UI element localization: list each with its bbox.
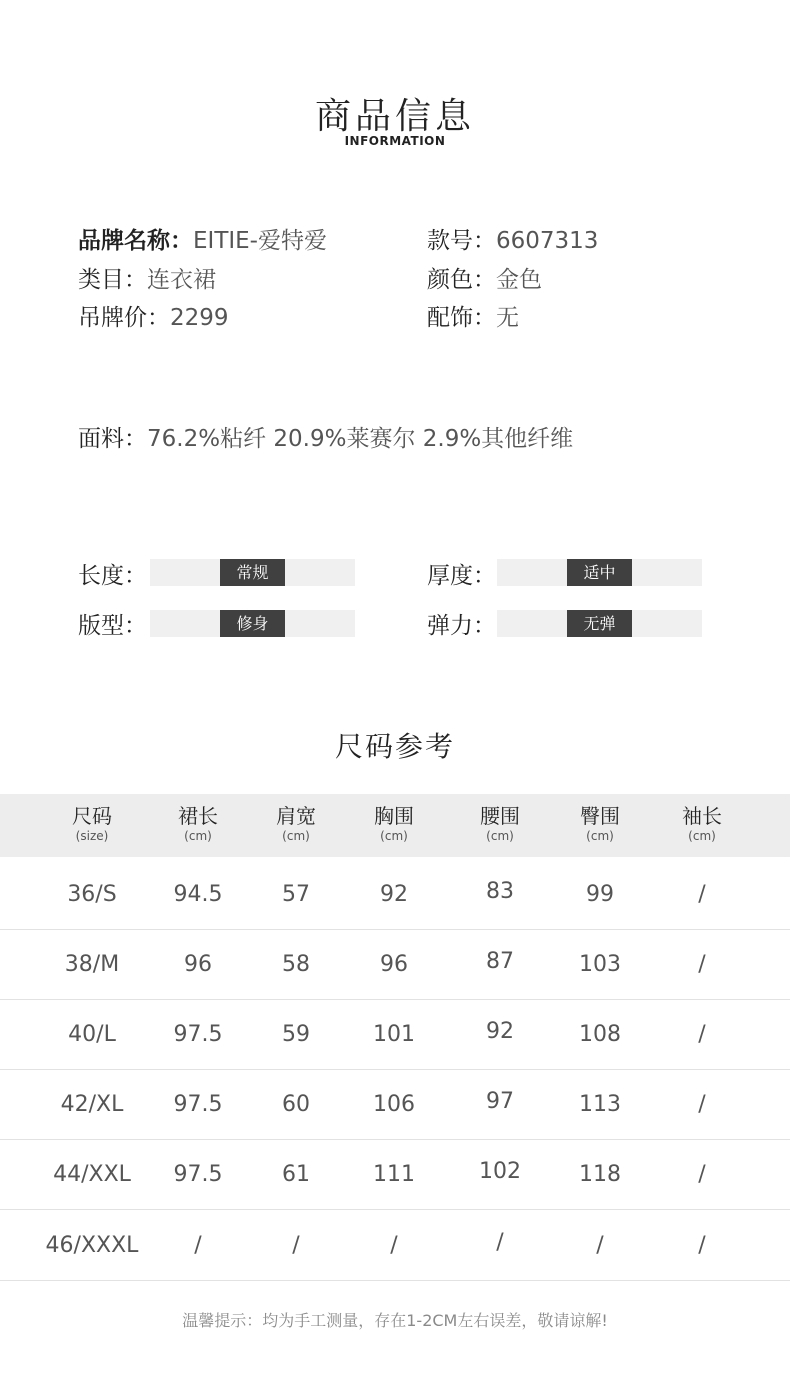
column-header-sleeve	[682, 804, 722, 844]
length-scale	[150, 559, 355, 586]
page-title: 商品信息	[314, 96, 475, 137]
size-cell: 46/XXXL	[45, 1233, 139, 1258]
column-header-bust	[374, 804, 414, 844]
table-cell: 59	[282, 1022, 310, 1047]
table-cell: 97.5	[173, 1162, 223, 1187]
column-name: 臀围	[580, 804, 620, 828]
table-cell: /	[698, 1162, 706, 1187]
elasticity-scale	[497, 610, 702, 637]
column-unit: (cm)	[184, 829, 212, 843]
table-cell: 83	[486, 879, 514, 904]
size-cell: 42/XL	[60, 1092, 124, 1117]
table-cell: /	[698, 882, 706, 907]
tag-price-label: 吊牌价：	[78, 305, 170, 331]
size-chart-title: 尺码参考	[334, 730, 455, 763]
table-cell: /	[698, 952, 706, 977]
table-cell: 101	[373, 1022, 415, 1047]
table-cell: 106	[373, 1092, 415, 1117]
column-name: 肩宽	[276, 804, 316, 828]
column-name: 尺码	[72, 804, 112, 828]
tag-price-info	[78, 299, 229, 332]
column-header-size	[72, 804, 112, 844]
table-cell: /	[596, 1233, 604, 1258]
table-cell: 87	[486, 949, 514, 974]
table-cell: 94.5	[173, 882, 223, 907]
table-row	[0, 1139, 790, 1210]
table-cell: 113	[579, 1092, 621, 1117]
category-value: 连衣裙	[147, 267, 216, 293]
table-cell: /	[390, 1233, 398, 1258]
thickness-value-badge: 适中	[567, 559, 632, 586]
size-cell: 40/L	[68, 1022, 116, 1047]
column-name: 袖长	[682, 804, 722, 828]
column-header-waist	[480, 804, 520, 844]
tag-price-value: 2299	[170, 305, 229, 331]
table-cell: 99	[586, 882, 614, 907]
fabric-value: 76.2%粘纤 20.9%莱赛尔 2.9%其他纤维	[147, 426, 574, 452]
color-value: 金色	[496, 267, 542, 293]
accessory-info	[427, 299, 519, 332]
table-cell: 92	[486, 1019, 514, 1044]
column-unit: (size)	[75, 829, 109, 843]
table-cell: 61	[282, 1162, 310, 1187]
color-label: 颜色：	[427, 267, 496, 293]
table-row	[0, 1210, 790, 1281]
fabric-info	[78, 420, 573, 453]
table-cell: 97.5	[173, 1022, 223, 1047]
table-cell: 102	[479, 1159, 521, 1184]
table-cell: /	[496, 1230, 504, 1255]
column-unit: (cm)	[380, 829, 408, 843]
accessory-label: 配饰：	[427, 305, 496, 331]
table-cell: 97	[486, 1089, 514, 1114]
column-name: 裙长	[178, 804, 218, 828]
page-subtitle: INFORMATION	[344, 134, 446, 148]
table-cell: 108	[579, 1022, 621, 1047]
table-row	[0, 999, 790, 1070]
fit-scale	[150, 610, 355, 637]
column-name: 腰围	[480, 804, 520, 828]
table-cell: /	[698, 1233, 706, 1258]
size-table-header	[0, 794, 790, 857]
measurement-notice: 温馨提示：均为手工测量，存在1-2CM左右误差，敬请谅解!	[182, 1311, 608, 1330]
category-label: 类目：	[78, 267, 147, 293]
thickness-label: 厚度：	[427, 563, 496, 589]
brand-info	[78, 222, 327, 255]
table-row	[0, 859, 790, 930]
size-cell: 36/S	[67, 882, 117, 907]
length-label: 长度：	[78, 563, 147, 589]
style-number-info	[427, 222, 598, 255]
table-cell: 111	[373, 1162, 415, 1187]
column-header-hip	[580, 804, 620, 844]
table-cell: 97.5	[173, 1092, 223, 1117]
brand-label: 品牌名称：	[78, 228, 193, 254]
elasticity-value-badge: 无弹	[567, 610, 632, 637]
brand-value: EITIE-爱特爱	[193, 228, 327, 254]
table-row	[0, 1069, 790, 1140]
table-cell: 118	[579, 1162, 621, 1187]
table-cell: /	[698, 1092, 706, 1117]
table-cell: 92	[380, 882, 408, 907]
elasticity-label: 弹力：	[427, 613, 496, 639]
column-unit: (cm)	[486, 829, 514, 843]
table-row	[0, 929, 790, 1000]
size-cell: 38/M	[64, 952, 120, 977]
column-unit: (cm)	[688, 829, 716, 843]
column-unit: (cm)	[282, 829, 310, 843]
fit-value-badge: 修身	[220, 610, 285, 637]
color-info	[427, 261, 542, 294]
column-header-dress-length	[178, 804, 218, 844]
table-cell: /	[698, 1022, 706, 1047]
fabric-label: 面料：	[78, 426, 147, 452]
column-name: 胸围	[374, 804, 414, 828]
size-cell: 44/XXL	[53, 1162, 131, 1187]
table-cell: 57	[282, 882, 310, 907]
table-cell: 60	[282, 1092, 310, 1117]
style-number-value: 6607313	[496, 228, 599, 254]
table-cell: 103	[579, 952, 621, 977]
column-header-shoulder	[276, 804, 316, 844]
length-value-badge: 常规	[220, 559, 285, 586]
thickness-scale	[497, 559, 702, 586]
style-number-label: 款号：	[427, 228, 496, 254]
accessory-value: 无	[496, 305, 519, 331]
column-unit: (cm)	[586, 829, 614, 843]
table-cell: 58	[282, 952, 310, 977]
category-info	[78, 261, 216, 294]
fit-label: 版型：	[78, 613, 147, 639]
table-cell: /	[194, 1233, 202, 1258]
table-cell: 96	[380, 952, 408, 977]
table-cell: /	[292, 1233, 300, 1258]
table-cell: 96	[184, 952, 212, 977]
